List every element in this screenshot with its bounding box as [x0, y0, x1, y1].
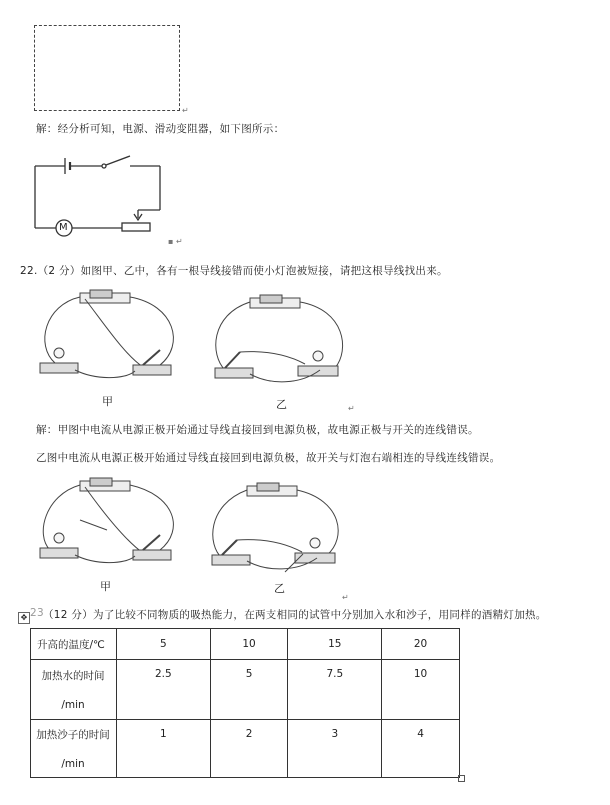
question-22-text: 22.（2 分）如图甲、乙中，各有一根导线接错而使小灯泡被短接，请把这根导线找出来。 [20, 265, 448, 277]
table-cell: 2 [210, 720, 288, 778]
row-header-sand-line-2: /min [61, 758, 85, 770]
table-cell: 10 [382, 660, 460, 720]
paragraph-mark: ↵ [342, 593, 349, 602]
solution-text-1: 解：经分析可知，电源、滑动变阻器，如下图所示： [36, 123, 285, 135]
row-header-temperature: 升高的温度/℃ [31, 629, 117, 660]
row-header-sand-line-1: 加热沙子的时间 [36, 729, 110, 741]
table-cell: 5 [117, 629, 211, 660]
table-cell: 3 [288, 720, 382, 778]
move-handle-icon[interactable]: ✥ [18, 612, 30, 624]
circuit-diagram-motor [30, 148, 190, 248]
paragraph-mark: ↵ [348, 404, 355, 413]
row-header-water-line-1: 加热水的时间 [41, 670, 105, 682]
figure-label-yi: 乙 [276, 398, 287, 411]
table-cell: 2.5 [117, 660, 211, 720]
circuit-figure-yi-answer [207, 480, 357, 580]
circuit-figure-jia-answer [35, 475, 185, 575]
solution-text-2-line-2: 乙图中电流从电源正极开始通过导线直接回到电源负极，故开关与灯泡右端相连的导线连线错误。 [36, 452, 501, 464]
table-cell: 7.5 [288, 660, 382, 720]
row-header-water-line-2: /min [61, 699, 85, 711]
table-cell: 15 [288, 629, 382, 660]
table-cell: 5 [210, 660, 288, 720]
question-23-number: 23 [30, 607, 44, 619]
motor-label: M [59, 222, 68, 233]
heating-data-table [30, 628, 460, 778]
paragraph-mark: ↵ [182, 106, 189, 115]
question-23-text: （12 分）为了比较不同物质的吸热能力，在两支相同的试管中分别加入水和沙子，用同样的酒精灯加热。 [43, 609, 547, 621]
figure-label-yi-answer: 乙 [274, 582, 285, 595]
table-cell: 4 [382, 720, 460, 778]
circuit-figure-jia [35, 285, 185, 390]
table-resize-handle[interactable] [458, 775, 465, 782]
paragraph-mark: ▪ ↵ [168, 237, 183, 246]
figure-label-jia-answer: 甲 [100, 580, 111, 593]
answer-box-dashed [34, 25, 180, 111]
table-row-sand-time [31, 720, 460, 778]
table-row-temperature [31, 629, 460, 660]
row-header-sand-time [31, 720, 117, 778]
row-header-water-time [31, 660, 117, 720]
table-cell: 20 [382, 629, 460, 660]
table-cell: 10 [210, 629, 288, 660]
table-row-water-time [31, 660, 460, 720]
circuit-figure-yi [210, 290, 360, 390]
table-cell: 1 [117, 720, 211, 778]
solution-text-2-line-1: 解：甲图中电流从电源正极开始通过导线直接回到电源负极，故电源正极与开关的连线错误。 [36, 424, 479, 436]
figure-label-jia: 甲 [102, 395, 113, 408]
